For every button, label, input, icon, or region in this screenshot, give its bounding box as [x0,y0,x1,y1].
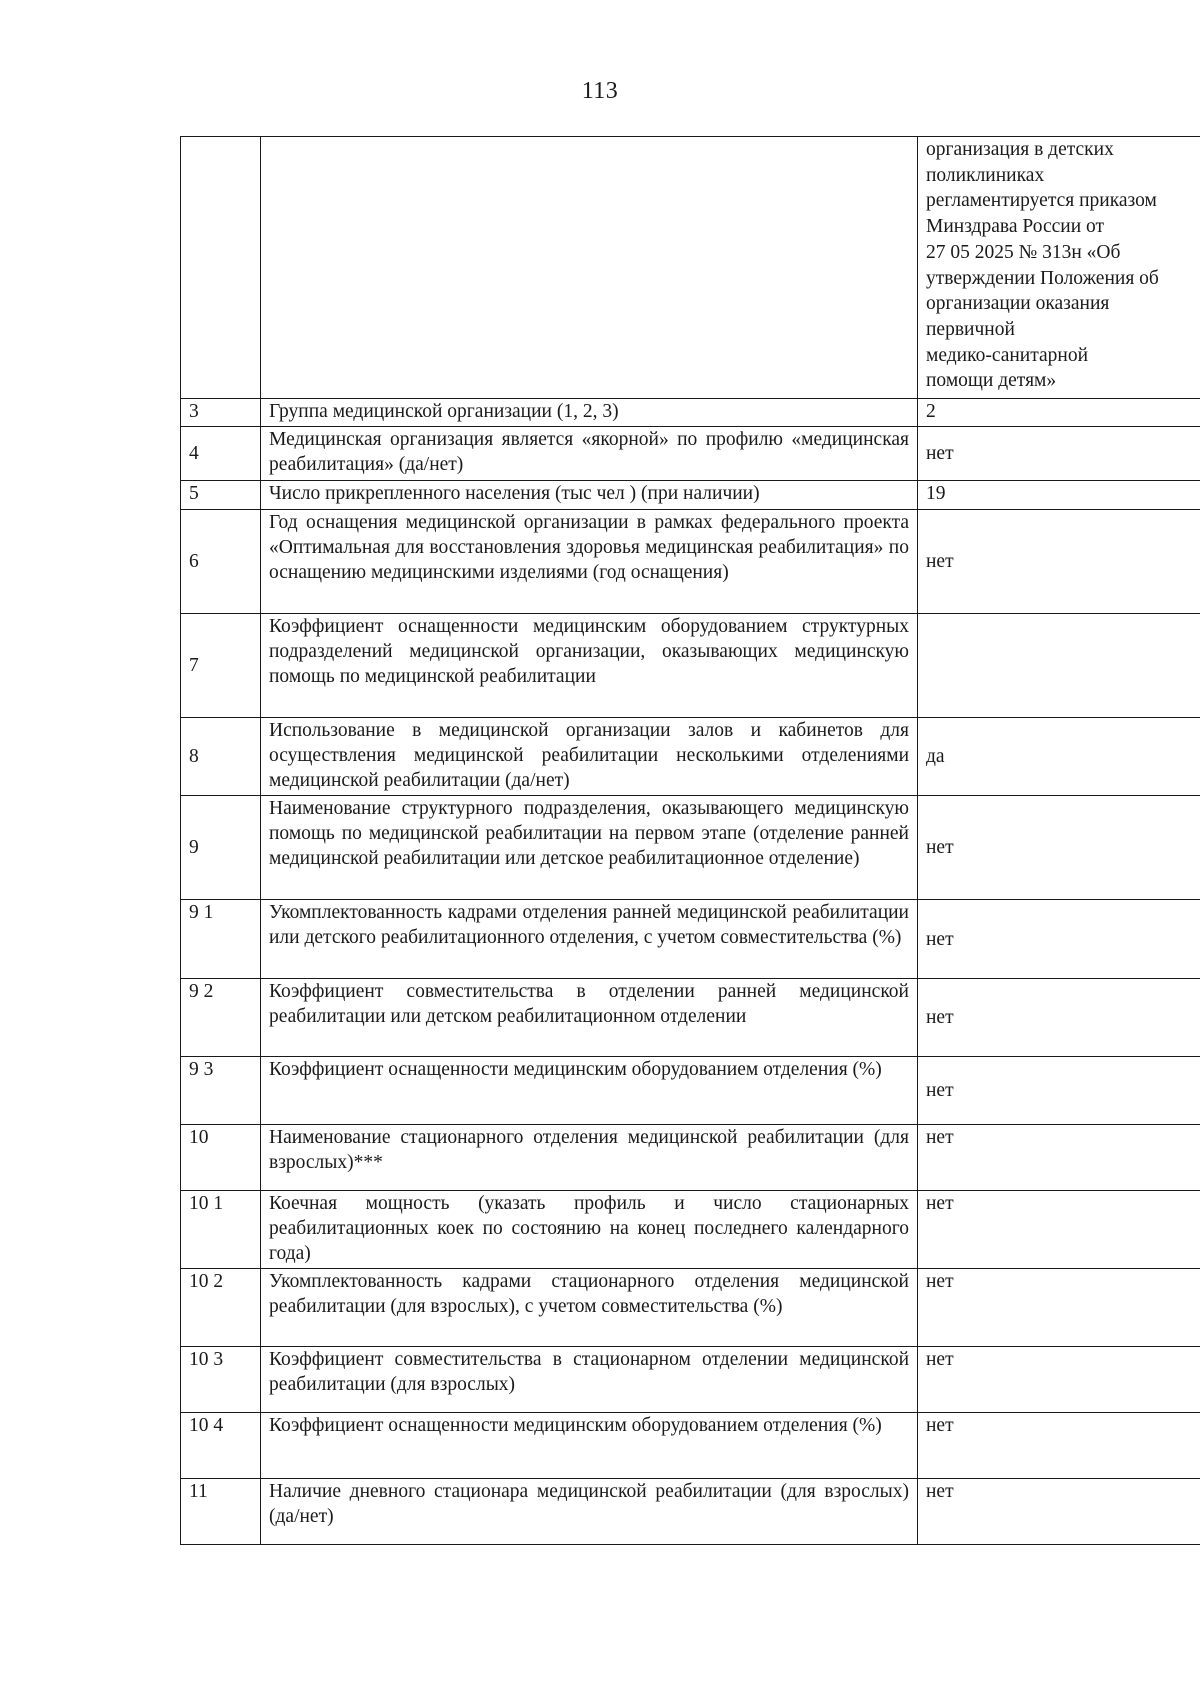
note-line: медико-санитарной [926,344,1089,366]
row-number: 3 [181,399,261,427]
row-value: 19 [918,481,1200,510]
table-row [181,1347,1200,1413]
row-value: нет [918,1413,1200,1479]
table-row [181,1269,1200,1347]
row-description: Коечная мощность (указать профиль и число стационарных реабилитационных коек по состоянию на конец последнего календарного года) [261,1191,918,1269]
table-row [181,718,1200,796]
table-row-continuation [181,137,1200,399]
row-number: 9 1 [181,900,261,979]
continuation-note-cell [918,137,1200,399]
row-number: 10 3 [181,1347,261,1413]
row-description: Укомплектованность кадрами стационарного отделения медицинской реабилитации (для взрослых), с учетом совместительства (%) [261,1269,918,1347]
table-row [181,427,1200,481]
table-row [181,796,1200,900]
row-description: Год оснащения медицинской организации в рамках федерального проекта «Оптимальная для восстановления здоровья медицинская реабилитация» по оснащению медицинскими изделиями (год оснащения) [261,510,918,614]
row-number: 7 [181,614,261,718]
row-number: 9 [181,796,261,900]
table-row [181,481,1200,510]
note-line: организации оказания [926,293,1110,315]
table-row [181,1479,1200,1545]
row-description: Наличие дневного стационара медицинской реабилитации (для взрослых) (да/нет) [261,1479,918,1545]
table-row [181,1125,1200,1191]
row-description: Коэффициент оснащенности медицинским оборудованием отделения (%) [261,1413,918,1479]
note-line: первичной [926,318,1015,340]
row-value: нет [918,1125,1200,1191]
row-number: 10 1 [181,1191,261,1269]
row-number: 6 [181,510,261,614]
table-row [181,979,1200,1057]
row-value: нет [918,1479,1200,1545]
row-value: нет [918,1191,1200,1269]
note-line: 27 05 2025 № 313н «Об [926,241,1121,263]
table-row [181,1191,1200,1269]
row-number: 9 2 [181,979,261,1057]
indicators-table [180,136,1200,1545]
row-value: нет [918,1269,1200,1347]
table-row [181,510,1200,614]
row-description: Использование в медицинской организации залов и кабинетов для осуществления медицинской реабилитации несколькими отделениями медицинской реабилитации (да/нет) [261,718,918,796]
row-description: Число прикрепленного населения (тыс чел ) (при наличии) [261,481,918,510]
note-line: регламентируется приказом [926,190,1157,212]
row-value: нет [918,979,1200,1057]
row-number: 10 2 [181,1269,261,1347]
row-value [918,614,1200,718]
row-value: нет [918,427,1200,481]
row-number-cell [181,137,261,399]
table-row [181,614,1200,718]
row-value: нет [918,1347,1200,1413]
page-number: 113 [581,78,619,104]
row-description: Коэффициент совместительства в отделении ранней медицинской реабилитации или детском реабилитационном отделении [261,979,918,1057]
row-description: Наименование стационарного отделения медицинской реабилитации (для взрослых)*** [261,1125,918,1191]
table-row [181,1413,1200,1479]
row-description: Укомплектованность кадрами отделения ранней медицинской реабилитации или детского реабилитационного отделения, с учетом совместительства (%) [261,900,918,979]
row-value: нет [918,796,1200,900]
note-line: утверждении Положения об [926,267,1159,289]
row-number: 9 3 [181,1057,261,1125]
row-description-cell [261,137,918,399]
row-value: нет [918,510,1200,614]
note-line: поликлиниках [926,164,1045,186]
row-number: 10 4 [181,1413,261,1479]
row-description: Коэффициент оснащенности медицинским оборудованием структурных подразделений медицинской организации, оказывающих медицинскую помощь по медицинской реабилитации [261,614,918,718]
row-value: 2 [918,399,1200,427]
row-description: Наименование структурного подразделения, оказывающего медицинскую помощь по медицинской реабилитации на первом этапе (отделение ранней медицинской реабилитации или детское реабилитационное отделение) [261,796,918,900]
row-number: 4 [181,427,261,481]
row-number: 5 [181,481,261,510]
row-value: нет [918,1057,1200,1125]
row-description: Группа медицинской организации (1, 2, 3) [261,399,918,427]
row-description: Коэффициент оснащенности медицинским оборудованием отделения (%) [261,1057,918,1125]
table-row [181,1057,1200,1125]
note-line: организация в детских [926,139,1114,160]
table-row [181,399,1200,427]
row-number: 10 [181,1125,261,1191]
row-value: да [918,718,1200,796]
table-row [181,900,1200,979]
row-description: Коэффициент совместительства в стационарном отделении медицинской реабилитации (для взрослых) [261,1347,918,1413]
note-line: помощи детям» [926,370,1057,392]
row-description: Медицинская организация является «якорной» по профилю «медицинская реабилитация» (да/нет) [261,427,918,481]
note-line: Минздрава России от [926,216,1105,238]
row-number: 11 [181,1479,261,1545]
row-number: 8 [181,718,261,796]
row-value: нет [918,900,1200,979]
